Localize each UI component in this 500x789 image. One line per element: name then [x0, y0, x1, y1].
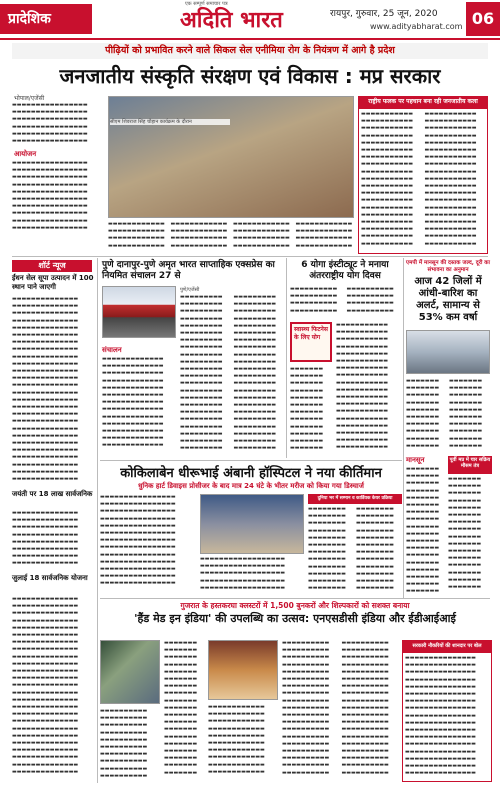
- hospital-photo: [200, 494, 304, 554]
- hospital-body-right: ▬▬▬▬▬▬▬▬ ▬▬▬▬▬▬▬▬ ▬▬▬▬▬▬▬▬ ▬▬▬▬▬▬▬▬ ▬▬▬▬▬▬▬▬ ▬▬▬▬▬▬▬▬ ▬▬▬▬▬▬▬▬ ▬▬▬▬▬▬▬▬ ▬▬▬▬▬▬▬▬ ▬▬▬▬▬▬▬▬ ▬▬▬▬▬▬▬▬ ▬▬▬▬▬▬▬▬ ▬▬▬▬▬▬▬▬ ▬▬▬▬▬▬▬▬ ▬▬▬▬▬▬▬▬ ▬▬▬▬▬▬▬▬ ▬▬▬▬▬▬▬▬ ▬▬▬▬▬▬▬▬ ▬▬▬▬▬▬▬▬ ▬▬▬▬▬▬▬▬ ▬▬▬▬▬▬▬▬ ▬▬▬▬▬▬▬▬ ▬▬▬▬▬▬▬▬ ▬▬▬▬▬▬▬▬: [308, 506, 394, 592]
- weather-subhead: मानसून: [406, 456, 425, 464]
- hospital-body-mid: ▬▬▬▬▬▬▬▬▬▬▬▬▬▬▬▬▬▬ ▬▬▬▬▬▬▬▬▬▬▬▬▬▬▬▬▬▬ ▬▬▬▬▬▬▬▬▬▬▬▬▬▬▬▬▬▬ ▬▬▬▬▬▬▬▬▬▬▬▬▬▬▬▬▬▬ ▬▬▬▬▬▬▬▬▬▬▬▬▬▬▬▬▬▬: [200, 556, 286, 591]
- pune-headline: पुणे दानापुर-पुणे अमृत भारत साप्ताहिक एक्सप्रेस का नियमित संचालन 27 से: [102, 260, 275, 281]
- handmade-side-body: ▬▬▬▬▬▬▬▬▬▬▬▬▬▬▬ ▬▬▬▬▬▬▬▬▬▬▬▬▬▬▬ ▬▬▬▬▬▬▬▬▬▬▬▬▬▬▬ ▬▬▬▬▬▬▬▬▬▬▬▬▬▬▬ ▬▬▬▬▬▬▬▬▬▬▬▬▬▬▬ ▬▬▬▬▬▬▬▬▬▬▬▬▬▬▬ ▬▬▬▬▬▬▬▬▬▬▬▬▬▬▬ ▬▬▬▬▬▬▬▬▬▬▬▬▬▬▬ ▬▬▬▬▬▬▬▬▬▬▬▬▬▬▬ ▬▬▬▬▬▬▬▬▬▬▬▬▬▬▬ ▬▬▬▬▬▬▬▬▬▬▬▬▬▬▬ ▬▬▬▬▬▬▬▬▬▬▬▬▬▬▬ ▬▬▬▬▬▬▬▬▬▬▬▬▬▬▬ ▬▬▬▬▬▬▬▬▬▬▬▬▬▬▬ ▬▬▬▬▬▬▬▬▬▬▬▬▬▬▬ ▬▬▬▬▬▬▬▬▬▬▬▬▬▬▬ ▬▬▬▬▬▬▬▬▬▬▬▬▬▬▬: [402, 652, 492, 782]
- handmade-photo-1: [100, 640, 160, 704]
- weather-side-title: पूर्वी मप्र में चार सक्रिय मौसम तंत्र: [448, 456, 492, 474]
- short-news-body-1: ▬▬▬▬▬▬▬▬▬▬▬▬▬▬ ▬▬▬▬▬▬▬▬▬▬▬▬▬▬ ▬▬▬▬▬▬▬▬▬▬▬▬▬▬ ▬▬▬▬▬▬▬▬▬▬▬▬▬▬ ▬▬▬▬▬▬▬▬▬▬▬▬▬▬ ▬▬▬▬▬▬▬▬▬▬▬▬▬▬ ▬▬▬▬▬▬▬▬▬▬▬▬▬▬ ▬▬▬▬▬▬▬▬▬▬▬▬▬▬ ▬▬▬▬▬▬▬▬▬▬▬▬▬▬ ▬▬▬▬▬▬▬▬▬▬▬▬▬▬ ▬▬▬▬▬▬▬▬▬▬▬▬▬▬ ▬▬▬▬▬▬▬▬▬▬▬▬▬▬ ▬▬▬▬▬▬▬▬▬▬▬▬▬▬ ▬▬▬▬▬▬▬▬▬▬▬▬▬▬ ▬▬▬▬▬▬▬▬▬▬▬▬▬▬ ▬▬▬▬▬▬▬▬▬▬▬▬▬▬ ▬▬▬▬▬▬▬▬▬▬▬▬▬▬ ▬▬▬▬▬▬▬▬▬▬▬▬▬▬ ▬▬▬▬▬▬▬▬▬▬▬▬▬▬ ▬▬▬▬▬▬▬▬▬▬▬▬▬▬ ▬▬▬▬▬▬▬▬▬▬▬▬▬▬ ▬▬▬▬▬▬▬▬▬▬▬▬▬▬ ▬▬▬▬▬▬▬▬▬▬▬▬▬▬ ▬▬▬▬▬▬▬▬▬▬▬▬▬▬ ▬▬▬▬▬▬▬▬▬▬▬▬▬▬ ▬▬▬▬▬▬▬▬▬▬▬▬▬▬: [12, 296, 79, 483]
- pune-body-left: ▬▬▬▬▬▬▬▬▬▬▬▬▬ ▬▬▬▬▬▬▬▬▬▬▬▬▬ ▬▬▬▬▬▬▬▬▬▬▬▬▬ ▬▬▬▬▬▬▬▬▬▬▬▬▬ ▬▬▬▬▬▬▬▬▬▬▬▬▬ ▬▬▬▬▬▬▬▬▬▬▬▬▬ ▬▬▬▬▬▬▬▬▬▬▬▬▬ ▬▬▬▬▬▬▬▬▬▬▬▬▬ ▬▬▬▬▬▬▬▬▬▬▬▬▬ ▬▬▬▬▬▬▬▬▬▬▬▬▬ ▬▬▬▬▬▬▬▬▬▬▬▬▬ ▬▬▬▬▬▬▬▬▬▬▬▬▬ ▬▬▬▬▬▬▬▬▬▬▬▬▬: [102, 356, 164, 449]
- lead-sidebox-body: ▬▬▬▬▬▬▬▬▬▬▬ ▬▬▬▬▬▬▬▬▬▬▬ ▬▬▬▬▬▬▬▬▬▬▬ ▬▬▬▬▬▬▬▬▬▬▬ ▬▬▬▬▬▬▬▬▬▬▬ ▬▬▬▬▬▬▬▬▬▬▬ ▬▬▬▬▬▬▬▬▬▬▬ ▬▬▬▬▬▬▬▬▬▬▬ ▬▬▬▬▬▬▬▬▬▬▬ ▬▬▬▬▬▬▬▬▬▬▬ ▬▬▬▬▬▬▬▬▬▬▬ ▬▬▬▬▬▬▬▬▬▬▬ ▬▬▬▬▬▬▬▬▬▬▬ ▬▬▬▬▬▬▬▬▬▬▬ ▬▬▬▬▬▬▬▬▬▬▬ ▬▬▬▬▬▬▬▬▬▬▬ ▬▬▬▬▬▬▬▬▬▬▬ ▬▬▬▬▬▬▬▬▬▬▬ ▬▬▬▬▬▬▬▬▬▬▬ ▬▬▬▬▬▬▬▬▬▬▬ ▬▬▬▬▬▬▬▬▬▬▬ ▬▬▬▬▬▬▬▬▬▬▬ ▬▬▬▬▬▬▬▬▬▬▬ ▬▬▬▬▬▬▬▬▬▬▬ ▬▬▬▬▬▬▬▬▬▬▬ ▬▬▬▬▬▬▬▬▬▬▬ ▬▬▬▬▬▬▬▬▬▬▬ ▬▬▬▬▬▬▬▬▬▬▬ ▬▬▬▬▬▬▬▬▬▬▬ ▬▬▬▬▬▬▬▬▬▬▬ ▬▬▬▬▬▬▬▬▬▬▬ ▬▬▬▬▬▬▬▬▬▬▬ ▬▬▬▬▬▬▬▬▬▬▬ ▬▬▬▬▬▬▬▬▬▬▬ ▬▬▬▬▬▬▬▬▬▬▬ ▬▬▬▬▬▬▬▬▬▬▬ ▬▬▬▬▬▬▬▬▬▬▬ ▬▬▬▬▬▬▬▬▬▬▬: [358, 108, 488, 254]
- weather-headline: आज 42 जिलों में आंधी-बारिश का अलर्ट, सामान्य से 53% कम वर्षा: [414, 276, 482, 323]
- yoga-subhead: स्वास्थ्य फिटनेस के लिए योग: [294, 326, 328, 341]
- handmade-body-3: ▬▬▬▬▬▬▬▬▬▬ ▬▬▬▬▬▬▬▬▬▬ ▬▬▬▬▬▬▬▬▬▬ ▬▬▬▬▬▬▬▬▬▬ ▬▬▬▬▬▬▬▬▬▬ ▬▬▬▬▬▬▬▬▬▬ ▬▬▬▬▬▬▬▬▬▬ ▬▬▬▬▬▬▬▬▬▬ ▬▬▬▬▬▬▬▬▬▬ ▬▬▬▬▬▬▬▬▬▬ ▬▬▬▬▬▬▬▬▬▬ ▬▬▬▬▬▬▬▬▬▬ ▬▬▬▬▬▬▬▬▬▬ ▬▬▬▬▬▬▬▬▬▬ ▬▬▬▬▬▬▬▬▬▬ ▬▬▬▬▬▬▬▬▬▬ ▬▬▬▬▬▬▬▬▬▬ ▬▬▬▬▬▬▬▬▬▬ ▬▬▬▬▬▬▬▬▬▬ ▬▬▬▬▬▬▬▬▬▬ ▬▬▬▬▬▬▬▬▬▬ ▬▬▬▬▬▬▬▬▬▬ ▬▬▬▬▬▬▬▬▬▬ ▬▬▬▬▬▬▬▬▬▬ ▬▬▬▬▬▬▬▬▬▬ ▬▬▬▬▬▬▬▬▬▬ ▬▬▬▬▬▬▬▬▬▬ ▬▬▬▬▬▬▬▬▬▬ ▬▬▬▬▬▬▬▬▬▬ ▬▬▬▬▬▬▬▬▬▬ ▬▬▬▬▬▬▬▬▬▬ ▬▬▬▬▬▬▬▬▬▬ ▬▬▬▬▬▬▬▬▬▬ ▬▬▬▬▬▬▬▬▬▬ ▬▬▬▬▬▬▬▬▬▬ ▬▬▬▬▬▬▬▬▬▬ ▬▬▬▬▬▬▬▬▬▬ ▬▬▬▬▬▬▬▬▬▬: [282, 640, 389, 776]
- page-number: 06: [466, 2, 500, 36]
- divider: [100, 598, 490, 599]
- lead-body-bottom: ▬▬▬▬▬▬▬▬▬▬▬▬ ▬▬▬▬▬▬▬▬▬▬▬▬ ▬▬▬▬▬▬▬▬▬▬▬▬ ▬▬▬▬▬▬▬▬▬▬▬▬ ▬▬▬▬▬▬▬▬▬▬▬▬ ▬▬▬▬▬▬▬▬▬▬▬▬ ▬▬▬▬▬▬▬▬▬▬▬▬ ▬▬▬▬▬▬▬▬▬▬▬▬ ▬▬▬▬▬▬▬▬▬▬▬▬ ▬▬▬▬▬▬▬▬▬▬▬▬ ▬▬▬▬▬▬▬▬▬▬▬▬ ▬▬▬▬▬▬▬▬▬▬▬▬ ▬▬▬▬▬▬▬▬▬▬▬▬ ▬▬▬▬▬▬▬▬▬▬▬▬ ▬▬▬▬▬▬▬▬▬▬▬▬ ▬▬▬▬▬▬▬▬▬▬▬▬: [108, 221, 353, 249]
- pune-subhead: संचालन: [102, 346, 122, 354]
- hospital-body-left: ▬▬▬▬▬▬▬▬▬▬▬▬▬▬▬▬ ▬▬▬▬▬▬▬▬▬▬▬▬▬▬▬▬ ▬▬▬▬▬▬▬▬▬▬▬▬▬▬▬▬ ▬▬▬▬▬▬▬▬▬▬▬▬▬▬▬▬ ▬▬▬▬▬▬▬▬▬▬▬▬▬▬▬▬ ▬▬▬▬▬▬▬▬▬▬▬▬▬▬▬▬ ▬▬▬▬▬▬▬▬▬▬▬▬▬▬▬▬ ▬▬▬▬▬▬▬▬▬▬▬▬▬▬▬▬ ▬▬▬▬▬▬▬▬▬▬▬▬▬▬▬▬ ▬▬▬▬▬▬▬▬▬▬▬▬▬▬▬▬ ▬▬▬▬▬▬▬▬▬▬▬▬▬▬▬▬ ▬▬▬▬▬▬▬▬▬▬▬▬▬▬▬▬ ▬▬▬▬▬▬▬▬▬▬▬▬▬▬▬▬: [100, 494, 176, 587]
- weather-body-2: ▬▬▬▬▬▬▬ ▬▬▬▬▬▬▬ ▬▬▬▬▬▬▬ ▬▬▬▬▬▬▬ ▬▬▬▬▬▬▬ ▬▬▬▬▬▬▬ ▬▬▬▬▬▬▬ ▬▬▬▬▬▬▬ ▬▬▬▬▬▬▬ ▬▬▬▬▬▬▬ ▬▬▬▬▬▬▬ ▬▬▬▬▬▬▬ ▬▬▬▬▬▬▬ ▬▬▬▬▬▬▬ ▬▬▬▬▬▬▬ ▬▬▬▬▬▬▬ ▬▬▬▬▬▬▬ ▬▬▬▬▬▬▬: [406, 466, 440, 595]
- short-news-title-2: जयंती पर 18 लाख सार्वजनिक: [12, 490, 93, 498]
- yoga-body-right: ▬▬▬▬▬▬▬▬▬▬▬ ▬▬▬▬▬▬▬▬▬▬▬ ▬▬▬▬▬▬▬▬▬▬▬ ▬▬▬▬▬▬▬▬▬▬▬ ▬▬▬▬▬▬▬▬▬▬▬ ▬▬▬▬▬▬▬▬▬▬▬ ▬▬▬▬▬▬▬▬▬▬▬ ▬▬▬▬▬▬▬▬▬▬▬ ▬▬▬▬▬▬▬▬▬▬▬ ▬▬▬▬▬▬▬▬▬▬▬ ▬▬▬▬▬▬▬▬▬▬▬ ▬▬▬▬▬▬▬▬▬▬▬ ▬▬▬▬▬▬▬▬▬▬▬ ▬▬▬▬▬▬▬▬▬▬▬ ▬▬▬▬▬▬▬▬▬▬▬ ▬▬▬▬▬▬▬▬▬▬▬ ▬▬▬▬▬▬▬▬▬▬▬ ▬▬▬▬▬▬▬▬▬▬▬: [336, 322, 388, 451]
- handmade-body-2: ▬▬▬▬▬▬▬▬▬▬▬▬ ▬▬▬▬▬▬▬▬▬▬▬▬ ▬▬▬▬▬▬▬▬▬▬▬▬ ▬▬▬▬▬▬▬▬▬▬▬▬ ▬▬▬▬▬▬▬▬▬▬▬▬ ▬▬▬▬▬▬▬▬▬▬▬▬ ▬▬▬▬▬▬▬▬▬▬▬▬ ▬▬▬▬▬▬▬▬▬▬▬▬ ▬▬▬▬▬▬▬▬▬▬▬▬ ▬▬▬▬▬▬▬▬▬▬▬▬: [208, 704, 265, 775]
- handmade-photo-2: [208, 640, 278, 700]
- hospital-deck: धुनिक हार्ट डिवाइस प्रोसीजर के बाद मात्र 24 घंटे के भीतर मरीज को किया गया डिस्चार्ज: [138, 482, 364, 490]
- weather-body: ▬▬▬▬▬▬▬ ▬▬▬▬▬▬▬ ▬▬▬▬▬▬▬ ▬▬▬▬▬▬▬ ▬▬▬▬▬▬▬ ▬▬▬▬▬▬▬ ▬▬▬▬▬▬▬ ▬▬▬▬▬▬▬ ▬▬▬▬▬▬▬ ▬▬▬▬▬▬▬ ▬▬▬▬▬▬▬ ▬▬▬▬▬▬▬ ▬▬▬▬▬▬▬ ▬▬▬▬▬▬▬ ▬▬▬▬▬▬▬ ▬▬▬▬▬▬▬ ▬▬▬▬▬▬▬ ▬▬▬▬▬▬▬ ▬▬▬▬▬▬▬ ▬▬▬▬▬▬▬: [406, 378, 483, 449]
- lead-subhead: आयोजन: [14, 150, 37, 158]
- handmade-side-title: सरकारी नौकरियों की शानदार पर बोल: [402, 640, 492, 652]
- section-tag: प्रादेशिक: [0, 4, 92, 34]
- newspaper-logo: अदिति भारत: [180, 7, 283, 33]
- handmade-body-1: ▬▬▬▬▬▬▬ ▬▬▬▬▬▬▬ ▬▬▬▬▬▬▬ ▬▬▬▬▬▬▬ ▬▬▬▬▬▬▬ ▬▬▬▬▬▬▬ ▬▬▬▬▬▬▬ ▬▬▬▬▬▬▬ ▬▬▬▬▬▬▬ ▬▬▬▬▬▬▬ ▬▬▬▬▬▬▬ ▬▬▬▬▬▬▬ ▬▬▬▬▬▬▬ ▬▬▬▬▬▬▬ ▬▬▬▬▬▬▬ ▬▬▬▬▬▬▬ ▬▬▬▬▬▬▬ ▬▬▬▬▬▬▬ ▬▬▬▬▬▬▬: [164, 640, 198, 776]
- weather-photo: [406, 330, 490, 374]
- train-photo: [102, 286, 176, 338]
- masthead: [0, 0, 500, 40]
- weather-side-body: ▬▬▬▬▬▬▬ ▬▬▬▬▬▬▬ ▬▬▬▬▬▬▬ ▬▬▬▬▬▬▬ ▬▬▬▬▬▬▬ ▬▬▬▬▬▬▬ ▬▬▬▬▬▬▬ ▬▬▬▬▬▬▬ ▬▬▬▬▬▬▬ ▬▬▬▬▬▬▬ ▬▬▬▬▬▬▬ ▬▬▬▬▬▬▬ ▬▬▬▬▬▬▬ ▬▬▬▬▬▬▬ ▬▬▬▬▬▬▬ ▬▬▬▬▬▬▬: [448, 476, 482, 591]
- divider: [286, 258, 287, 458]
- short-news-label: शॉर्ट न्यूज: [12, 260, 92, 272]
- lead-photo: [108, 96, 354, 218]
- handmade-kicker: गुजरात के हस्तकरघा क्लस्टरों में 1,500 बुनकरों और शिल्पकारों को सशक्त बनाया: [180, 601, 410, 610]
- yoga-headline: 6 योगा इंस्टीट्यूट ने मनाया अंतरराष्ट्रीय योग दिवस: [301, 260, 389, 281]
- pune-byline: पुणे/एजेंसी: [180, 287, 200, 293]
- pune-body: ▬▬▬▬▬▬▬▬▬ ▬▬▬▬▬▬▬▬▬ ▬▬▬▬▬▬▬▬▬ ▬▬▬▬▬▬▬▬▬ ▬▬▬▬▬▬▬▬▬ ▬▬▬▬▬▬▬▬▬ ▬▬▬▬▬▬▬▬▬ ▬▬▬▬▬▬▬▬▬ ▬▬▬▬▬▬▬▬▬ ▬▬▬▬▬▬▬▬▬ ▬▬▬▬▬▬▬▬▬ ▬▬▬▬▬▬▬▬▬ ▬▬▬▬▬▬▬▬▬ ▬▬▬▬▬▬▬▬▬ ▬▬▬▬▬▬▬▬▬ ▬▬▬▬▬▬▬▬▬ ▬▬▬▬▬▬▬▬▬ ▬▬▬▬▬▬▬▬▬ ▬▬▬▬▬▬▬▬▬ ▬▬▬▬▬▬▬▬▬ ▬▬▬▬▬▬▬▬▬ ▬▬▬▬▬▬▬▬▬ ▬▬▬▬▬▬▬▬▬ ▬▬▬▬▬▬▬▬▬ ▬▬▬▬▬▬▬▬▬ ▬▬▬▬▬▬▬▬▬ ▬▬▬▬▬▬▬▬▬ ▬▬▬▬▬▬▬▬▬ ▬▬▬▬▬▬▬▬▬ ▬▬▬▬▬▬▬▬▬ ▬▬▬▬▬▬▬▬▬ ▬▬▬▬▬▬▬▬▬ ▬▬▬▬▬▬▬▬▬ ▬▬▬▬▬▬▬▬▬ ▬▬▬▬▬▬▬▬▬ ▬▬▬▬▬▬▬▬▬ ▬▬▬▬▬▬▬▬▬ ▬▬▬▬▬▬▬▬▬ ▬▬▬▬▬▬▬▬▬ ▬▬▬▬▬▬▬▬▬ ▬▬▬▬▬▬▬▬▬ ▬▬▬▬▬▬▬▬▬ ▬▬▬▬▬▬▬▬▬ ▬▬▬▬▬▬▬▬▬: [180, 294, 277, 452]
- lead-headline: जनजातीय संस्कृति संरक्षण एवं विकास : मप्र सरकार: [59, 64, 441, 88]
- yoga-body-top: ▬▬▬▬▬▬▬▬▬▬ ▬▬▬▬▬▬▬▬▬▬ ▬▬▬▬▬▬▬▬▬▬ ▬▬▬▬▬▬▬▬▬▬ ▬▬▬▬▬▬▬▬▬▬ ▬▬▬▬▬▬▬▬▬▬ ▬▬▬▬▬▬▬▬▬▬ ▬▬▬▬▬▬▬▬▬▬: [290, 286, 394, 314]
- logo-tagline: एक सम्पूर्ण समाचार पत्र: [185, 1, 228, 7]
- divider: [12, 256, 488, 257]
- hospital-headline: कोकिलाबेन धीरूभाई अंबानी हॉस्पिटल ने नया कीर्तिमान: [120, 466, 382, 481]
- handmade-headline: 'हैंड मेड इन इंडिया' की उपलब्धि का उत्सव: एनएसडीसी इंडिया और ईडीआईआई: [134, 612, 456, 625]
- short-news-title-1: ईंधन सेल सूपा उत्पादन में 100 स्थान पाने जाएगी: [12, 274, 94, 291]
- dateline: रायपुर, गुरुवार, 25 जून, 2020: [330, 9, 438, 19]
- divider: [403, 258, 404, 598]
- lead-kicker: पीढ़ियों को प्रभावित करने वाले सिकल सेल एनीमिया रोग के नियंत्रण में आगे है प्रदेश: [12, 43, 488, 59]
- lead-body-col1b: ▬▬▬▬▬▬▬▬▬▬▬▬▬▬▬▬ ▬▬▬▬▬▬▬▬▬▬▬▬▬▬▬▬ ▬▬▬▬▬▬▬▬▬▬▬▬▬▬▬▬ ▬▬▬▬▬▬▬▬▬▬▬▬▬▬▬▬ ▬▬▬▬▬▬▬▬▬▬▬▬▬▬▬▬ ▬▬▬▬▬▬▬▬▬▬▬▬▬▬▬▬ ▬▬▬▬▬▬▬▬▬▬▬▬▬▬▬▬ ▬▬▬▬▬▬▬▬▬▬▬▬▬▬▬▬ ▬▬▬▬▬▬▬▬▬▬▬▬▬▬▬▬ ▬▬▬▬▬▬▬▬▬▬▬▬▬▬▬▬: [12, 160, 88, 231]
- lead-sidebox-title: राष्ट्रीय फलक पर पहचान बना रही जनजातीय कला: [358, 96, 488, 108]
- hospital-side-kicker: दुनिया भर में सम्मान व कार्डियक केयर प्रक्रिया: [308, 494, 402, 504]
- divider: [100, 460, 402, 461]
- short-news-title-3: जुलाई 18 सार्वजनिक योजना: [12, 574, 88, 582]
- lead-photo-caption: सीएम शिवराज सिंह चौहान कार्यक्रम के दौरान: [110, 119, 230, 125]
- website: www.adityabharat.com: [370, 22, 463, 31]
- handmade-body-0: ▬▬▬▬▬▬▬▬▬▬ ▬▬▬▬▬▬▬▬▬▬ ▬▬▬▬▬▬▬▬▬▬ ▬▬▬▬▬▬▬▬▬▬ ▬▬▬▬▬▬▬▬▬▬ ▬▬▬▬▬▬▬▬▬▬ ▬▬▬▬▬▬▬▬▬▬ ▬▬▬▬▬▬▬▬▬▬ ▬▬▬▬▬▬▬▬▬▬ ▬▬▬▬▬▬▬▬▬▬: [100, 708, 148, 779]
- lead-body-col1: ▬▬▬▬▬▬▬▬▬▬▬▬▬▬▬▬ ▬▬▬▬▬▬▬▬▬▬▬▬▬▬▬▬ ▬▬▬▬▬▬▬▬▬▬▬▬▬▬▬▬ ▬▬▬▬▬▬▬▬▬▬▬▬▬▬▬▬ ▬▬▬▬▬▬▬▬▬▬▬▬▬▬▬▬ ▬▬▬▬▬▬▬▬▬▬▬▬▬▬▬▬: [12, 102, 88, 145]
- lead-byline: भोपाल/एजेंसी: [14, 95, 45, 102]
- divider: [97, 258, 98, 783]
- yoga-pullquote: [290, 322, 332, 362]
- short-news-body-3: ▬▬▬▬▬▬▬▬▬▬▬▬▬▬ ▬▬▬▬▬▬▬▬▬▬▬▬▬▬ ▬▬▬▬▬▬▬▬▬▬▬▬▬▬ ▬▬▬▬▬▬▬▬▬▬▬▬▬▬ ▬▬▬▬▬▬▬▬▬▬▬▬▬▬ ▬▬▬▬▬▬▬▬▬▬▬▬▬▬ ▬▬▬▬▬▬▬▬▬▬▬▬▬▬ ▬▬▬▬▬▬▬▬▬▬▬▬▬▬ ▬▬▬▬▬▬▬▬▬▬▬▬▬▬ ▬▬▬▬▬▬▬▬▬▬▬▬▬▬ ▬▬▬▬▬▬▬▬▬▬▬▬▬▬ ▬▬▬▬▬▬▬▬▬▬▬▬▬▬ ▬▬▬▬▬▬▬▬▬▬▬▬▬▬ ▬▬▬▬▬▬▬▬▬▬▬▬▬▬ ▬▬▬▬▬▬▬▬▬▬▬▬▬▬ ▬▬▬▬▬▬▬▬▬▬▬▬▬▬ ▬▬▬▬▬▬▬▬▬▬▬▬▬▬ ▬▬▬▬▬▬▬▬▬▬▬▬▬▬ ▬▬▬▬▬▬▬▬▬▬▬▬▬▬ ▬▬▬▬▬▬▬▬▬▬▬▬▬▬ ▬▬▬▬▬▬▬▬▬▬▬▬▬▬ ▬▬▬▬▬▬▬▬▬▬▬▬▬▬ ▬▬▬▬▬▬▬▬▬▬▬▬▬▬ ▬▬▬▬▬▬▬▬▬▬▬▬▬▬ ▬▬▬▬▬▬▬▬▬▬▬▬▬▬: [12, 596, 79, 775]
- yoga-body-left: ▬▬▬▬▬▬▬ ▬▬▬▬▬▬▬ ▬▬▬▬▬▬▬ ▬▬▬▬▬▬▬ ▬▬▬▬▬▬▬ ▬▬▬▬▬▬▬ ▬▬▬▬▬▬▬ ▬▬▬▬▬▬▬ ▬▬▬▬▬▬▬ ▬▬▬▬▬▬▬ ▬▬▬▬▬▬▬ ▬▬▬▬▬▬▬: [290, 366, 324, 452]
- short-news-body-2: ▬▬▬▬▬▬▬▬▬▬▬▬▬▬ ▬▬▬▬▬▬▬▬▬▬▬▬▬▬ ▬▬▬▬▬▬▬▬▬▬▬▬▬▬ ▬▬▬▬▬▬▬▬▬▬▬▬▬▬ ▬▬▬▬▬▬▬▬▬▬▬▬▬▬ ▬▬▬▬▬▬▬▬▬▬▬▬▬▬ ▬▬▬▬▬▬▬▬▬▬▬▬▬▬ ▬▬▬▬▬▬▬▬▬▬▬▬▬▬: [12, 510, 79, 567]
- weather-kicker: एमपी में मानसून की दस्तक जल्द, दूरी का संभावना का अनुमान: [406, 260, 490, 273]
